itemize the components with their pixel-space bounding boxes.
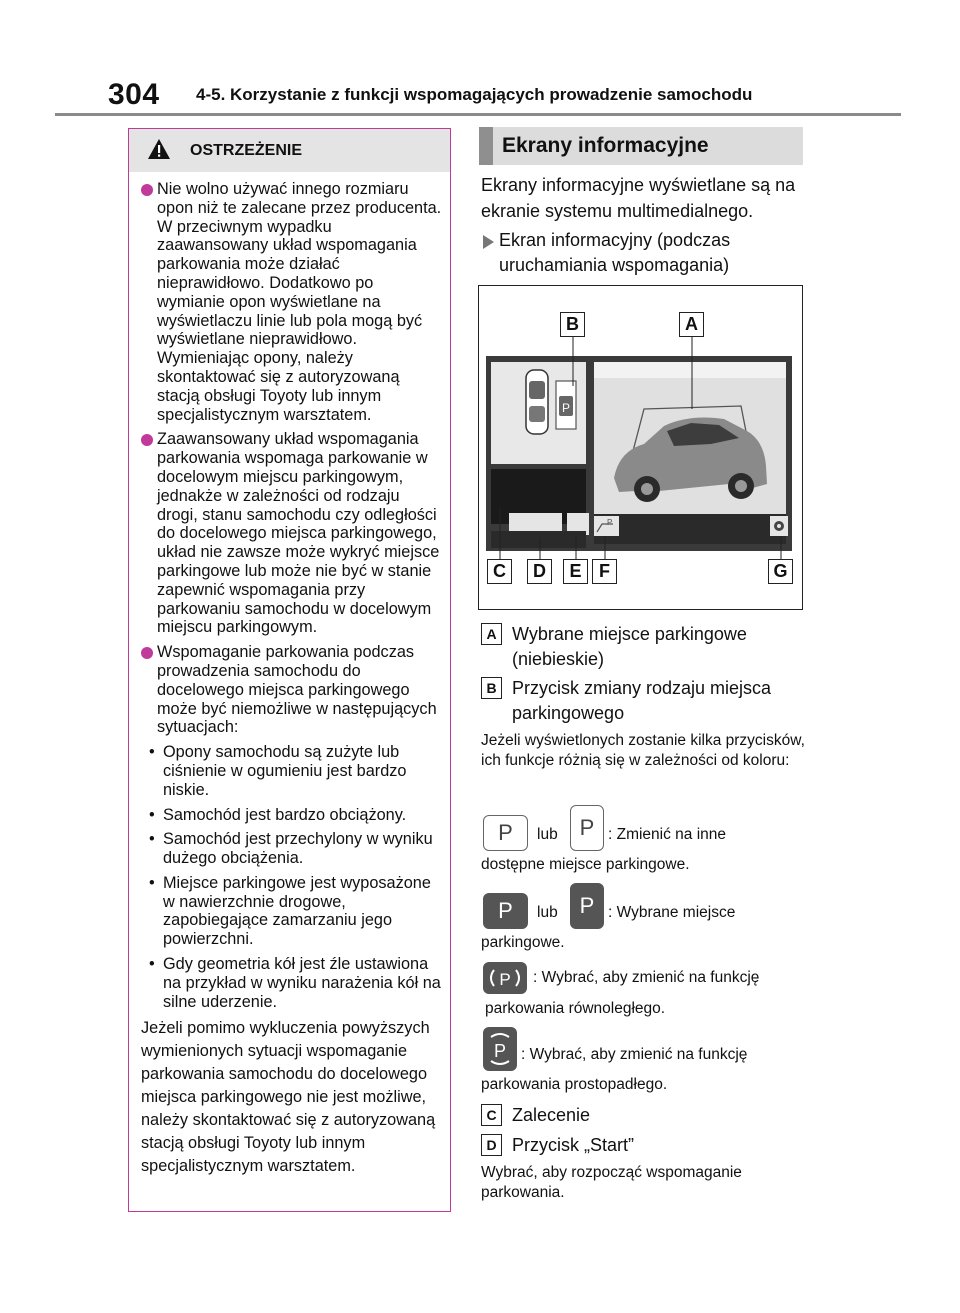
parallel-parking-icon [483, 962, 527, 994]
selected-note-a: : Wybrane miejsce [608, 904, 736, 921]
callout-b: B [560, 312, 585, 337]
warning-bullet: • Opony samochodu są zużyte lub ciśnienie w ogumieniu jest bardzo niskie. [149, 743, 407, 799]
screen-illustration [478, 285, 803, 610]
p-filled-tall-button-icon: P [570, 883, 604, 929]
legend-item-c: C Zalecenie [481, 1103, 811, 1128]
warning-bullet-list [141, 743, 442, 1011]
perpendicular-parking-icon [483, 1027, 517, 1071]
warning-closing-text: Jeżeli pomimo wykluczenia powyższych wymienionych sytuacji wspomaganie parkowania samochodu do docelowego miejsca parkingowego nie jest możliwe, należy skontaktować się z autoryzowaną stacją obsługi Toyoty lub innym specjalistycznym warsztatem. [141, 1019, 436, 1176]
callout-a: A [679, 312, 704, 337]
warning-bullet: • Gdy geometria kół jest źle ustawiona na przykład w wyniku narażenia kół na silne uderzenie. [149, 955, 441, 1011]
warning-bullet: • Samochód jest przechylony w wyniku dużego obciążenia. [149, 830, 433, 868]
perp-note-a: : Wybrać, aby zmienić na funkcję [521, 1046, 748, 1063]
page-number: 304 [108, 78, 160, 111]
warning-bullet: • Samochód jest bardzo obciążony. [149, 805, 407, 824]
p-outline-button-icon: P [483, 815, 528, 851]
warning-body [129, 172, 450, 1178]
callout-e: E [563, 559, 588, 584]
parallel-note-b: parkowania równoległego. [485, 1000, 666, 1017]
legend-item-a: A Wybrane miejsce parkingowe (niebieskie) [481, 622, 811, 672]
change-note-b: dostępne miejsce parkingowe. [481, 856, 690, 873]
section-title: Ekrany informacyjne [502, 134, 709, 157]
warning-triangle-icon [147, 138, 171, 160]
warning-item: Zaawansowany układ wspomagania parkowania wspomaga parkowanie w docelowym miejscu parkingowym, jednakże w zależności od rodzaju drogi, stanu samochodu czy odległości do docelowego miejsca parkingowego, układ nie zawsze może wykryć miejsce parkingowe lub może nie być w stanie zapewnić wspomagania przy parkowaniu samochodu w docelowym miejscu parkingowym. [141, 430, 442, 637]
bullet-dot-icon [141, 647, 153, 659]
parallel-note-a: : Wybrać, aby zmienić na funkcję [533, 969, 760, 986]
d-note: Wybrać, aby rozpocząć wspomaganie parkowania. [481, 1164, 742, 1201]
change-note-a: : Zmienić na inne [608, 826, 727, 843]
p-filled-button-icon: P [483, 893, 528, 929]
sub-heading: Ekran informacyjny (podczas uruchamiania wspomagania) [483, 228, 813, 278]
callout-c: C [487, 559, 512, 584]
warning-title: OSTRZEŻENIE [190, 142, 303, 159]
warning-header [129, 129, 450, 172]
warning-box [128, 128, 451, 1212]
letter-badge: A [481, 623, 502, 645]
callout-f: F [592, 559, 617, 584]
letter-badge: C [481, 1104, 502, 1126]
header-divider [55, 113, 901, 116]
warning-item: Nie wolno używać innego rozmiaru opon niż te zalecane przez producenta. W przeciwnym wypadku zaawansowany układ wspomagania parkowania może działać nieprawidłowo. Dodatkowo po wymianie opon wyświetlane na wyświetlaczu linie lub pola mogą być wyświetlane nieprawidłowo. Wymieniając opony, należy skontaktować się z autoryzowaną stacją obsługi Toyoty lub innym specjalistycznym warsztatem. [141, 180, 442, 424]
svg-text:P: P [499, 970, 511, 989]
p-outline-tall-button-icon: P [570, 805, 604, 851]
section-intro: Ekrany informacyjne wyświetlane są na ekranie systemu multimedialnego. [481, 175, 796, 221]
bullet-dot-icon [141, 434, 153, 446]
section-header [479, 127, 803, 165]
callout-g: G [768, 559, 793, 584]
page-header-title: 4-5. Korzystanie z funkcji wspomagających prowadzenie samochodu [196, 85, 753, 104]
lub-text: lub [537, 904, 558, 921]
letter-badge: B [481, 677, 502, 699]
bullet-dot-icon [141, 184, 153, 196]
triangle-marker-icon [483, 235, 494, 249]
letter-badge: D [481, 1134, 502, 1156]
b-note: Jeżeli wyświetlonych zostanie kilka przycisków, ich funkcje różnią się w zależności od koloru: [481, 732, 805, 769]
warning-bullet: • Miejsce parkingowe jest wyposażone w nawierzchnie drogowe, zapobiegające zamarzaniu jego powierzchni. [149, 873, 431, 949]
svg-text:P: P [561, 401, 571, 415]
svg-text:P: P [607, 518, 613, 527]
lub-text: lub [537, 826, 558, 843]
callout-d: D [527, 559, 552, 584]
svg-text:P: P [493, 1041, 507, 1061]
section-header-bar [479, 127, 493, 165]
warning-item: Wspomaganie parkowania podczas prowadzenia samochodu do docelowego miejsca parkingowego może być niemożliwe w następujących sytuacjach: [141, 643, 442, 737]
perp-note-b: parkowania prostopadłego. [481, 1076, 668, 1093]
legend-item-b: B Przycisk zmiany rodzaju miejsca parkingowego [481, 676, 811, 726]
selected-note-b: parkingowe. [481, 934, 565, 951]
legend-item-d: D Przycisk „Start” [481, 1133, 811, 1158]
